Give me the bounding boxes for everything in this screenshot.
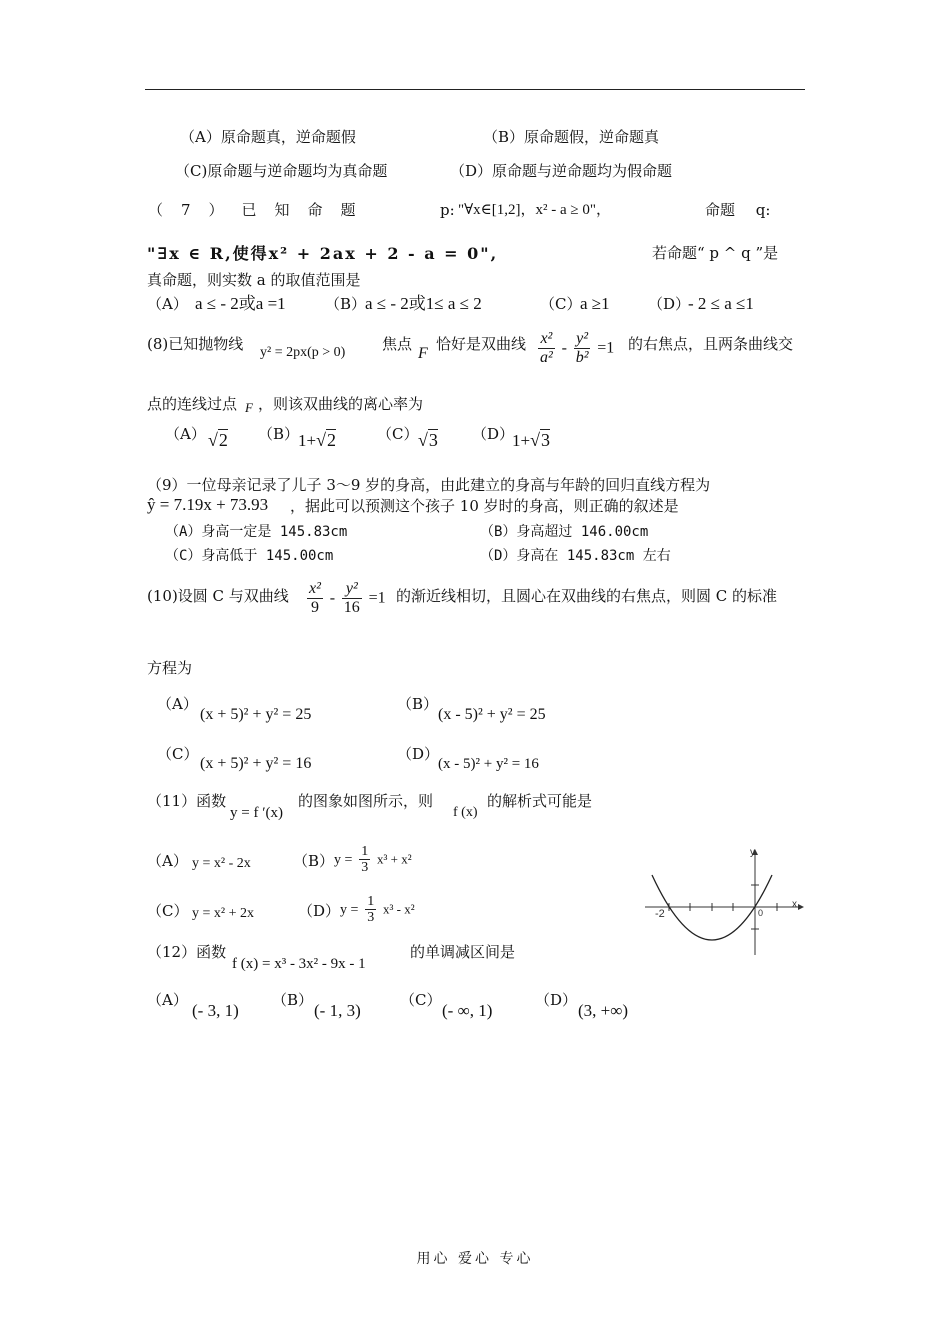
q11-option-b-label: （B）: [293, 852, 335, 870]
q12-option-d: (3, +∞): [578, 1001, 629, 1020]
q8-option-d-label: （D）: [472, 425, 515, 443]
q8-text-3: 恰好是双曲线: [436, 335, 527, 353]
q8-line2-f: F: [245, 400, 253, 415]
q7-option-d: - 2 ≤ a ≤1: [688, 294, 754, 313]
q11-option-a-label: （A）: [147, 852, 188, 870]
q8-frac-y: $\frac{\text{y²}}{\text{b²}}$: [575, 330, 589, 366]
q10-hyperbola-eq: $\frac{\text{x²}}{9}$ - $\frac{\text{y²}}{16}$ =1: [309, 580, 386, 616]
q9-option-d: （D）身高在 145.83cm 左右: [480, 548, 671, 564]
q10-frac-x: $\frac{\text{x²}}{9}$: [309, 580, 321, 616]
q8-option-a-label: （A）: [165, 425, 206, 443]
q8-hyperbola-eq: $\frac{\text{x²}}{\text{a²}}$ - $\frac{\text{y²}}{\text{b²}}$ =1: [540, 330, 615, 366]
q11-option-b: y = $\frac{1}{3}$ x³ + x²: [334, 844, 412, 875]
q9-option-b: （B）身高超过 146.00cm: [480, 524, 649, 540]
y-axis-label: y: [750, 847, 755, 858]
q12-option-c: (- ∞, 1): [442, 1001, 493, 1020]
q8-option-a: √2: [208, 430, 228, 450]
q9-line2: ，据此可以预测这个孩子 10 岁时的身高，则正确的叙述是: [290, 497, 679, 515]
q12-option-a: (- 3, 1): [192, 1001, 239, 1020]
q8-text-4: 的右焦点，且两条曲线交: [628, 335, 794, 353]
page-footer: 用心 爱心 专心: [416, 1251, 534, 1267]
q11-option-d-label: （D）: [298, 902, 341, 920]
q7-option-a: a ≤ - 2或a =1: [195, 294, 286, 313]
q11-option-c-label: （C）: [147, 902, 189, 920]
q8-frac-x: $\frac{\text{x²}}{\text{a²}}$: [540, 330, 553, 366]
q7-option-c: a ≥1: [580, 294, 610, 313]
q10-line2: 方程为: [147, 659, 193, 677]
q11-text-1: （11）函数: [147, 792, 227, 810]
q8-option-c-label: （C）: [377, 425, 419, 443]
q7-option-d-label: （D）: [648, 295, 691, 313]
q6-option-a: （A）原命题真，逆命题假: [180, 128, 356, 146]
q6-option-b: （B）原命题假，逆命题真: [483, 128, 660, 146]
q12-text-2: 的单调减区间是: [410, 943, 516, 961]
q10-option-b: (x - 5)² + y² = 25: [438, 706, 546, 723]
q9-line1: （9）一位母亲记录了儿子 3～9 岁的身高，由此建立的身高与年龄的回归直线方程为: [147, 476, 711, 494]
q11-derivative-eq: y = f ′(x): [230, 805, 283, 821]
q10-option-b-label: （B）: [397, 695, 439, 713]
q9-option-a: （A）身高一定是 145.83cm: [165, 524, 348, 540]
q8-line2-a: 点的连线过点: [147, 395, 238, 413]
q9-option-c: （C）身高低于 145.00cm: [165, 548, 334, 564]
q8-parabola-eq: y² = 2px(p > 0): [260, 345, 346, 360]
q12-option-d-label: （D）: [535, 991, 578, 1009]
q11-option-d: y = $\frac{1}{3}$ x³ - x²: [340, 894, 415, 925]
q10-frac-y: $\frac{\text{y²}}{16}$: [343, 580, 360, 616]
origin-label: 0: [758, 908, 764, 918]
q12-option-b: (- 1, 3): [314, 1001, 361, 1020]
q9-regression-eq: ŷ = 7.19x + 73.93: [147, 495, 269, 514]
q10-option-a: (x + 5)² + y² = 25: [200, 706, 312, 723]
x-axis-label: x: [792, 899, 797, 910]
q8-focus-f: F: [418, 345, 428, 362]
x-axis-arrow-icon: [798, 904, 804, 910]
q8-option-b: 1+√2: [298, 430, 336, 450]
q10-text-1: (10)设圆 C 与双曲线: [147, 587, 289, 605]
q8-option-c: √3: [418, 430, 438, 450]
q11-derivative-graph: [640, 845, 810, 960]
q8-option-b-label: （B）: [258, 425, 300, 443]
q7-condition: 若命题“ p ^ q ”是: [652, 244, 779, 262]
q7-p-statement: "∀x∈[1,2]，x² - a ≥ 0"，: [458, 202, 612, 218]
tick-label-neg2: -2: [655, 908, 665, 920]
q7-option-b-label: （B）: [325, 295, 367, 313]
q11-text-2: 的图象如图所示，则: [298, 792, 434, 810]
q8-option-d: 1+√3: [512, 430, 550, 450]
q11-fx: f (x): [453, 805, 478, 820]
q12-option-a-label: （A）: [147, 991, 188, 1009]
q12-option-b-label: （B）: [272, 991, 314, 1009]
q7-q-statement: "∃x ∈ R,使得x² + 2ax + 2 - a = 0",: [147, 244, 499, 263]
q7-condition-line2: 真命题，则实数 a 的取值范围是: [147, 271, 361, 289]
q10-option-c-label: （C）: [157, 745, 199, 763]
q6-option-d: （D）原命题与逆命题均为假命题: [450, 162, 673, 180]
q8-text-1: (8)已知抛物线: [147, 335, 244, 353]
q8-line2-b: ，则该双曲线的离心率为: [258, 395, 424, 413]
q6-option-c: （C)原命题与逆命题均为真命题: [175, 162, 388, 180]
header-rule: [145, 89, 805, 90]
q11-text-3: 的解析式可能是: [487, 792, 593, 810]
q12-function-eq: f (x) = x³ - 3x² - 9x - 1: [232, 956, 366, 972]
q7-option-b: a ≤ - 2或1≤ a ≤ 2: [365, 294, 482, 313]
q7-option-c-label: （C）: [540, 295, 582, 313]
q10-option-a-label: （A）: [157, 695, 198, 713]
q7-option-a-label: （A）: [147, 295, 188, 313]
q12-text-1: （12）函数: [147, 943, 227, 961]
q8-text-2: 焦点: [382, 335, 413, 353]
q10-option-c: (x + 5)² + y² = 16: [200, 755, 312, 772]
q11-option-c: y = x² + 2x: [192, 906, 254, 921]
q11-option-a: y = x² - 2x: [192, 856, 251, 871]
q10-option-d: (x - 5)² + y² = 16: [438, 756, 539, 772]
q7-p-label: p:: [440, 201, 455, 219]
q7-q-label: 命题 q:: [705, 201, 771, 219]
q12-option-c-label: （C）: [400, 991, 442, 1009]
q10-option-d-label: （D）: [397, 745, 440, 763]
q10-text-2: 的渐近线相切，且圆心在双曲线的右焦点，则圆 C 的标准: [396, 587, 778, 605]
q7-number: （7）已知命题: [148, 201, 374, 219]
